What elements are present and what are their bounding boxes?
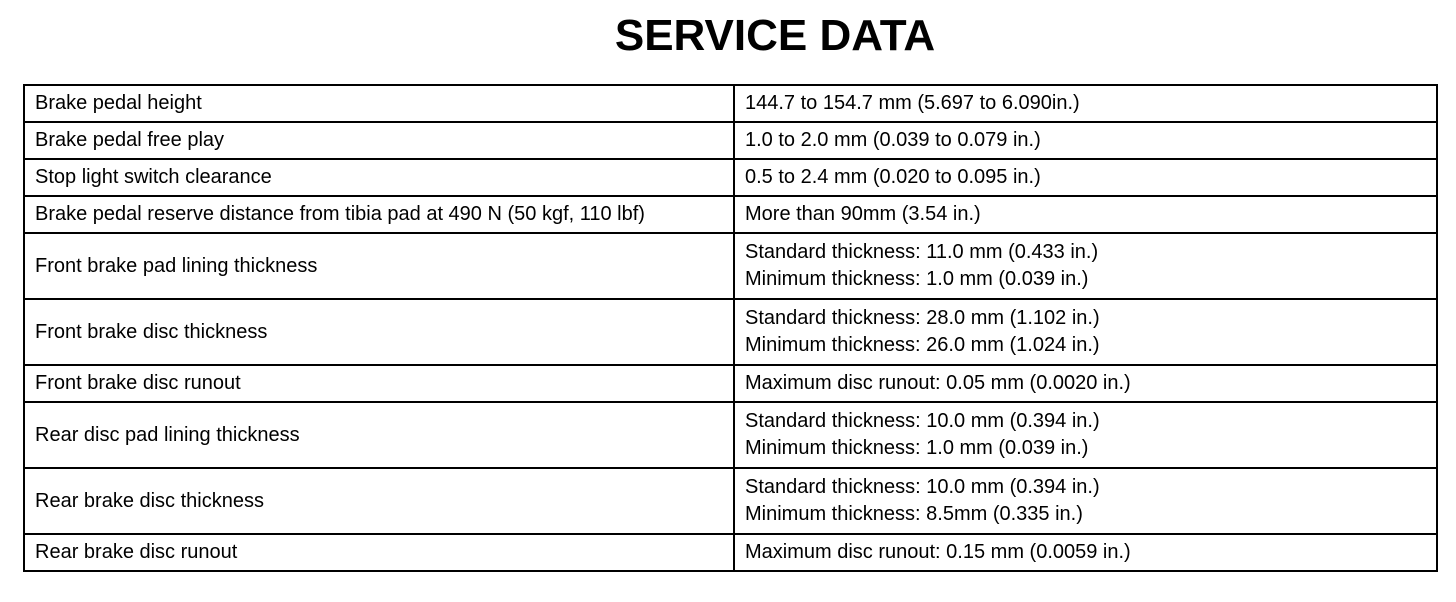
value-line: 1.0 to 2.0 mm (0.039 to 0.079 in.) [745, 129, 1041, 151]
value-cell [734, 233, 1437, 299]
value-line: Maximum disc runout: 0.15 mm (0.0059 in.) [745, 541, 1131, 563]
item-cell: Front brake disc runout [24, 365, 734, 402]
value-line: Standard thickness: 10.0 mm (0.394 in.) [745, 410, 1100, 432]
value-line: Minimum thickness: 26.0 mm (1.024 in.) [745, 334, 1100, 356]
table-row [24, 534, 1437, 571]
page-title: SERVICE DATA [614, 11, 936, 60]
table-row [24, 122, 1437, 159]
table-row [24, 468, 1437, 534]
item-cell: Front brake disc thickness [24, 299, 734, 365]
value-line: Standard thickness: 28.0 mm (1.102 in.) [745, 307, 1100, 329]
item-cell: Rear brake disc runout [24, 534, 734, 571]
item-cell: Stop light switch clearance [24, 159, 734, 196]
value-cell [734, 402, 1437, 468]
item-cell: Rear brake disc thickness [24, 468, 734, 534]
value-cell [734, 468, 1437, 534]
value-line: Minimum thickness: 1.0 mm (0.039 in.) [745, 268, 1089, 290]
table-row [24, 196, 1437, 233]
table-row [24, 299, 1437, 365]
value-line: Maximum disc runout: 0.05 mm (0.0020 in.) [745, 372, 1131, 394]
table-row [24, 233, 1437, 299]
value-line: Minimum thickness: 1.0 mm (0.039 in.) [745, 437, 1089, 459]
item-cell: Rear disc pad lining thickness [24, 402, 734, 468]
value-cell [734, 85, 1437, 122]
value-cell [734, 299, 1437, 365]
item-cell: Front brake pad lining thickness [24, 233, 734, 299]
service-data-table [23, 84, 1438, 572]
value-line: More than 90mm (3.54 in.) [745, 203, 981, 225]
value-cell [734, 365, 1437, 402]
value-line: Minimum thickness: 8.5mm (0.335 in.) [745, 503, 1083, 525]
value-line: Standard thickness: 11.0 mm (0.433 in.) [745, 241, 1099, 263]
item-cell: Brake pedal free play [24, 122, 734, 159]
value-cell [734, 159, 1437, 196]
value-line: Standard thickness: 10.0 mm (0.394 in.) [745, 476, 1100, 498]
table-row [24, 365, 1437, 402]
table-row [24, 402, 1437, 468]
value-cell [734, 122, 1437, 159]
table-row [24, 85, 1437, 122]
value-cell [734, 196, 1437, 233]
value-line: 0.5 to 2.4 mm (0.020 to 0.095 in.) [745, 166, 1041, 188]
item-cell: Brake pedal reserve distance from tibia pad at 490 N (50 kgf, 110 lbf) [24, 196, 734, 233]
table-row [24, 159, 1437, 196]
value-cell [734, 534, 1437, 571]
item-cell: Brake pedal height [24, 85, 734, 122]
value-line: 144.7 to 154.7 mm (5.697 to 6.090in.) [745, 92, 1080, 114]
